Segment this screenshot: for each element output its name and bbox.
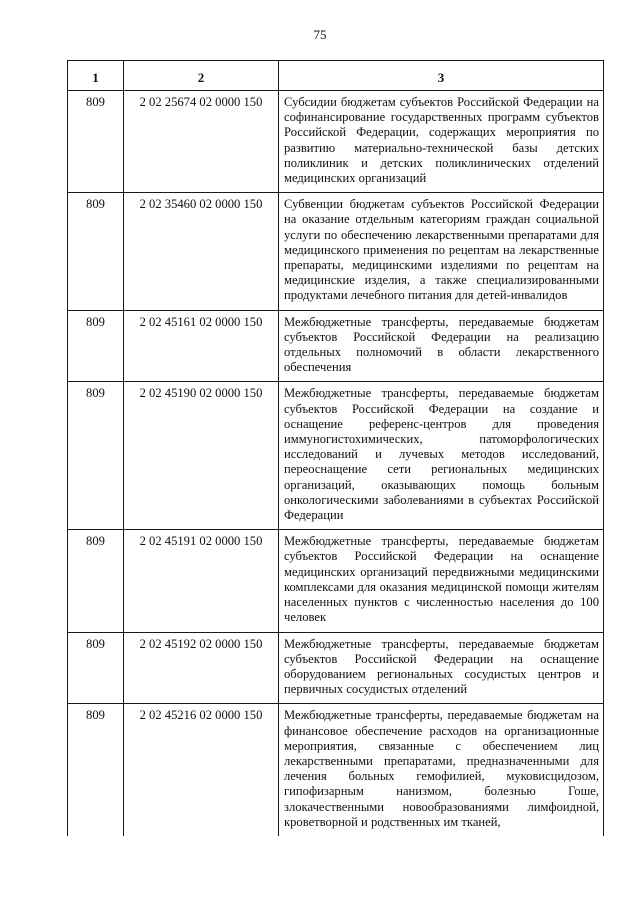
table-row <box>68 310 604 382</box>
description-cell: Межбюджетные трансферты, передаваемые бюджетам субъектов Российской Федерации на реализацию отдельных полномочий в области лекарственного обеспечения <box>279 310 604 382</box>
admin-code-cell: 809 <box>68 632 124 704</box>
table-row <box>68 193 604 310</box>
budget-classification-table <box>67 60 604 836</box>
budget-code-cell: 2 02 45190 02 0000 150 <box>124 382 279 530</box>
description-cell: Межбюджетные трансферты, передаваемые бюджетам субъектов Российской Федерации на оснащение оборудованием региональных сосудистых центров и первичных сосудистых отделений <box>279 632 604 704</box>
table-row <box>68 382 604 530</box>
budget-code-cell: 2 02 45161 02 0000 150 <box>124 310 279 382</box>
table-row <box>68 530 604 632</box>
table-row <box>68 91 604 193</box>
admin-code-cell: 809 <box>68 91 124 193</box>
column-header-3: 3 <box>279 61 604 91</box>
column-header-1: 1 <box>68 61 124 91</box>
column-header-2: 2 <box>124 61 279 91</box>
admin-code-cell: 809 <box>68 193 124 310</box>
description-cell: Межбюджетные трансферты, передаваемые бюджетам на финансовое обеспечение расходов на организационные мероприятия, связанные с обеспечением лиц лекарственными препаратами, предназначенными для лечения больных гемофилией, муковисцидозом, гипофизарным нанизмом, болезнью Гоше, злокачественными новообразованиями лимфоидной, кроветворной и родственных им тканей, <box>279 704 604 836</box>
admin-code-cell: 809 <box>68 382 124 530</box>
budget-code-cell: 2 02 45191 02 0000 150 <box>124 530 279 632</box>
page-number: 75 <box>313 27 327 42</box>
table-row <box>68 632 604 704</box>
budget-code-cell: 2 02 35460 02 0000 150 <box>124 193 279 310</box>
table-row <box>68 704 604 836</box>
budget-code-cell: 2 02 25674 02 0000 150 <box>124 91 279 193</box>
budget-code-cell: 2 02 45216 02 0000 150 <box>124 704 279 836</box>
description-cell: Межбюджетные трансферты, передаваемые бюджетам субъектов Российской Федерации на оснащение медицинских организаций передвижными медицинскими комплексами для оказания медицинской помощи жителям населенных пунктов с численностью населения до 100 человек <box>279 530 604 632</box>
admin-code-cell: 809 <box>68 310 124 382</box>
table-header-row <box>68 61 604 91</box>
description-cell: Субсидии бюджетам субъектов Российской Федерации на софинансирование государственных программ субъектов Российской Федерации, содержащих мероприятия по развитию материально-технической базы детских поликлиник и детских поликлинических отделений медицинских организаций <box>279 91 604 193</box>
admin-code-cell: 809 <box>68 530 124 632</box>
budget-code-cell: 2 02 45192 02 0000 150 <box>124 632 279 704</box>
description-cell: Субвенции бюджетам субъектов Российской Федерации на оказание отдельным категориям граждан социальной услуги по обеспечению лекарственными препаратами для медицинского применения по рецептам на лекарственные препараты, медицинскими изделиями по рецептам на медицинские изделия, а также специализированными продуктами лечебного питания для детей-инвалидов <box>279 193 604 310</box>
admin-code-cell: 809 <box>68 704 124 836</box>
description-cell: Межбюджетные трансферты, передаваемые бюджетам субъектов Российской Федерации на создание и оснащение референс-центров для проведения иммуногистохимических, патоморфологических исследований и лучевых методов исследований, переоснащение сети региональных медицинских организаций, оказывающих помощь больным онкологическими заболеваниями в субъектах Российской Федерации <box>279 382 604 530</box>
